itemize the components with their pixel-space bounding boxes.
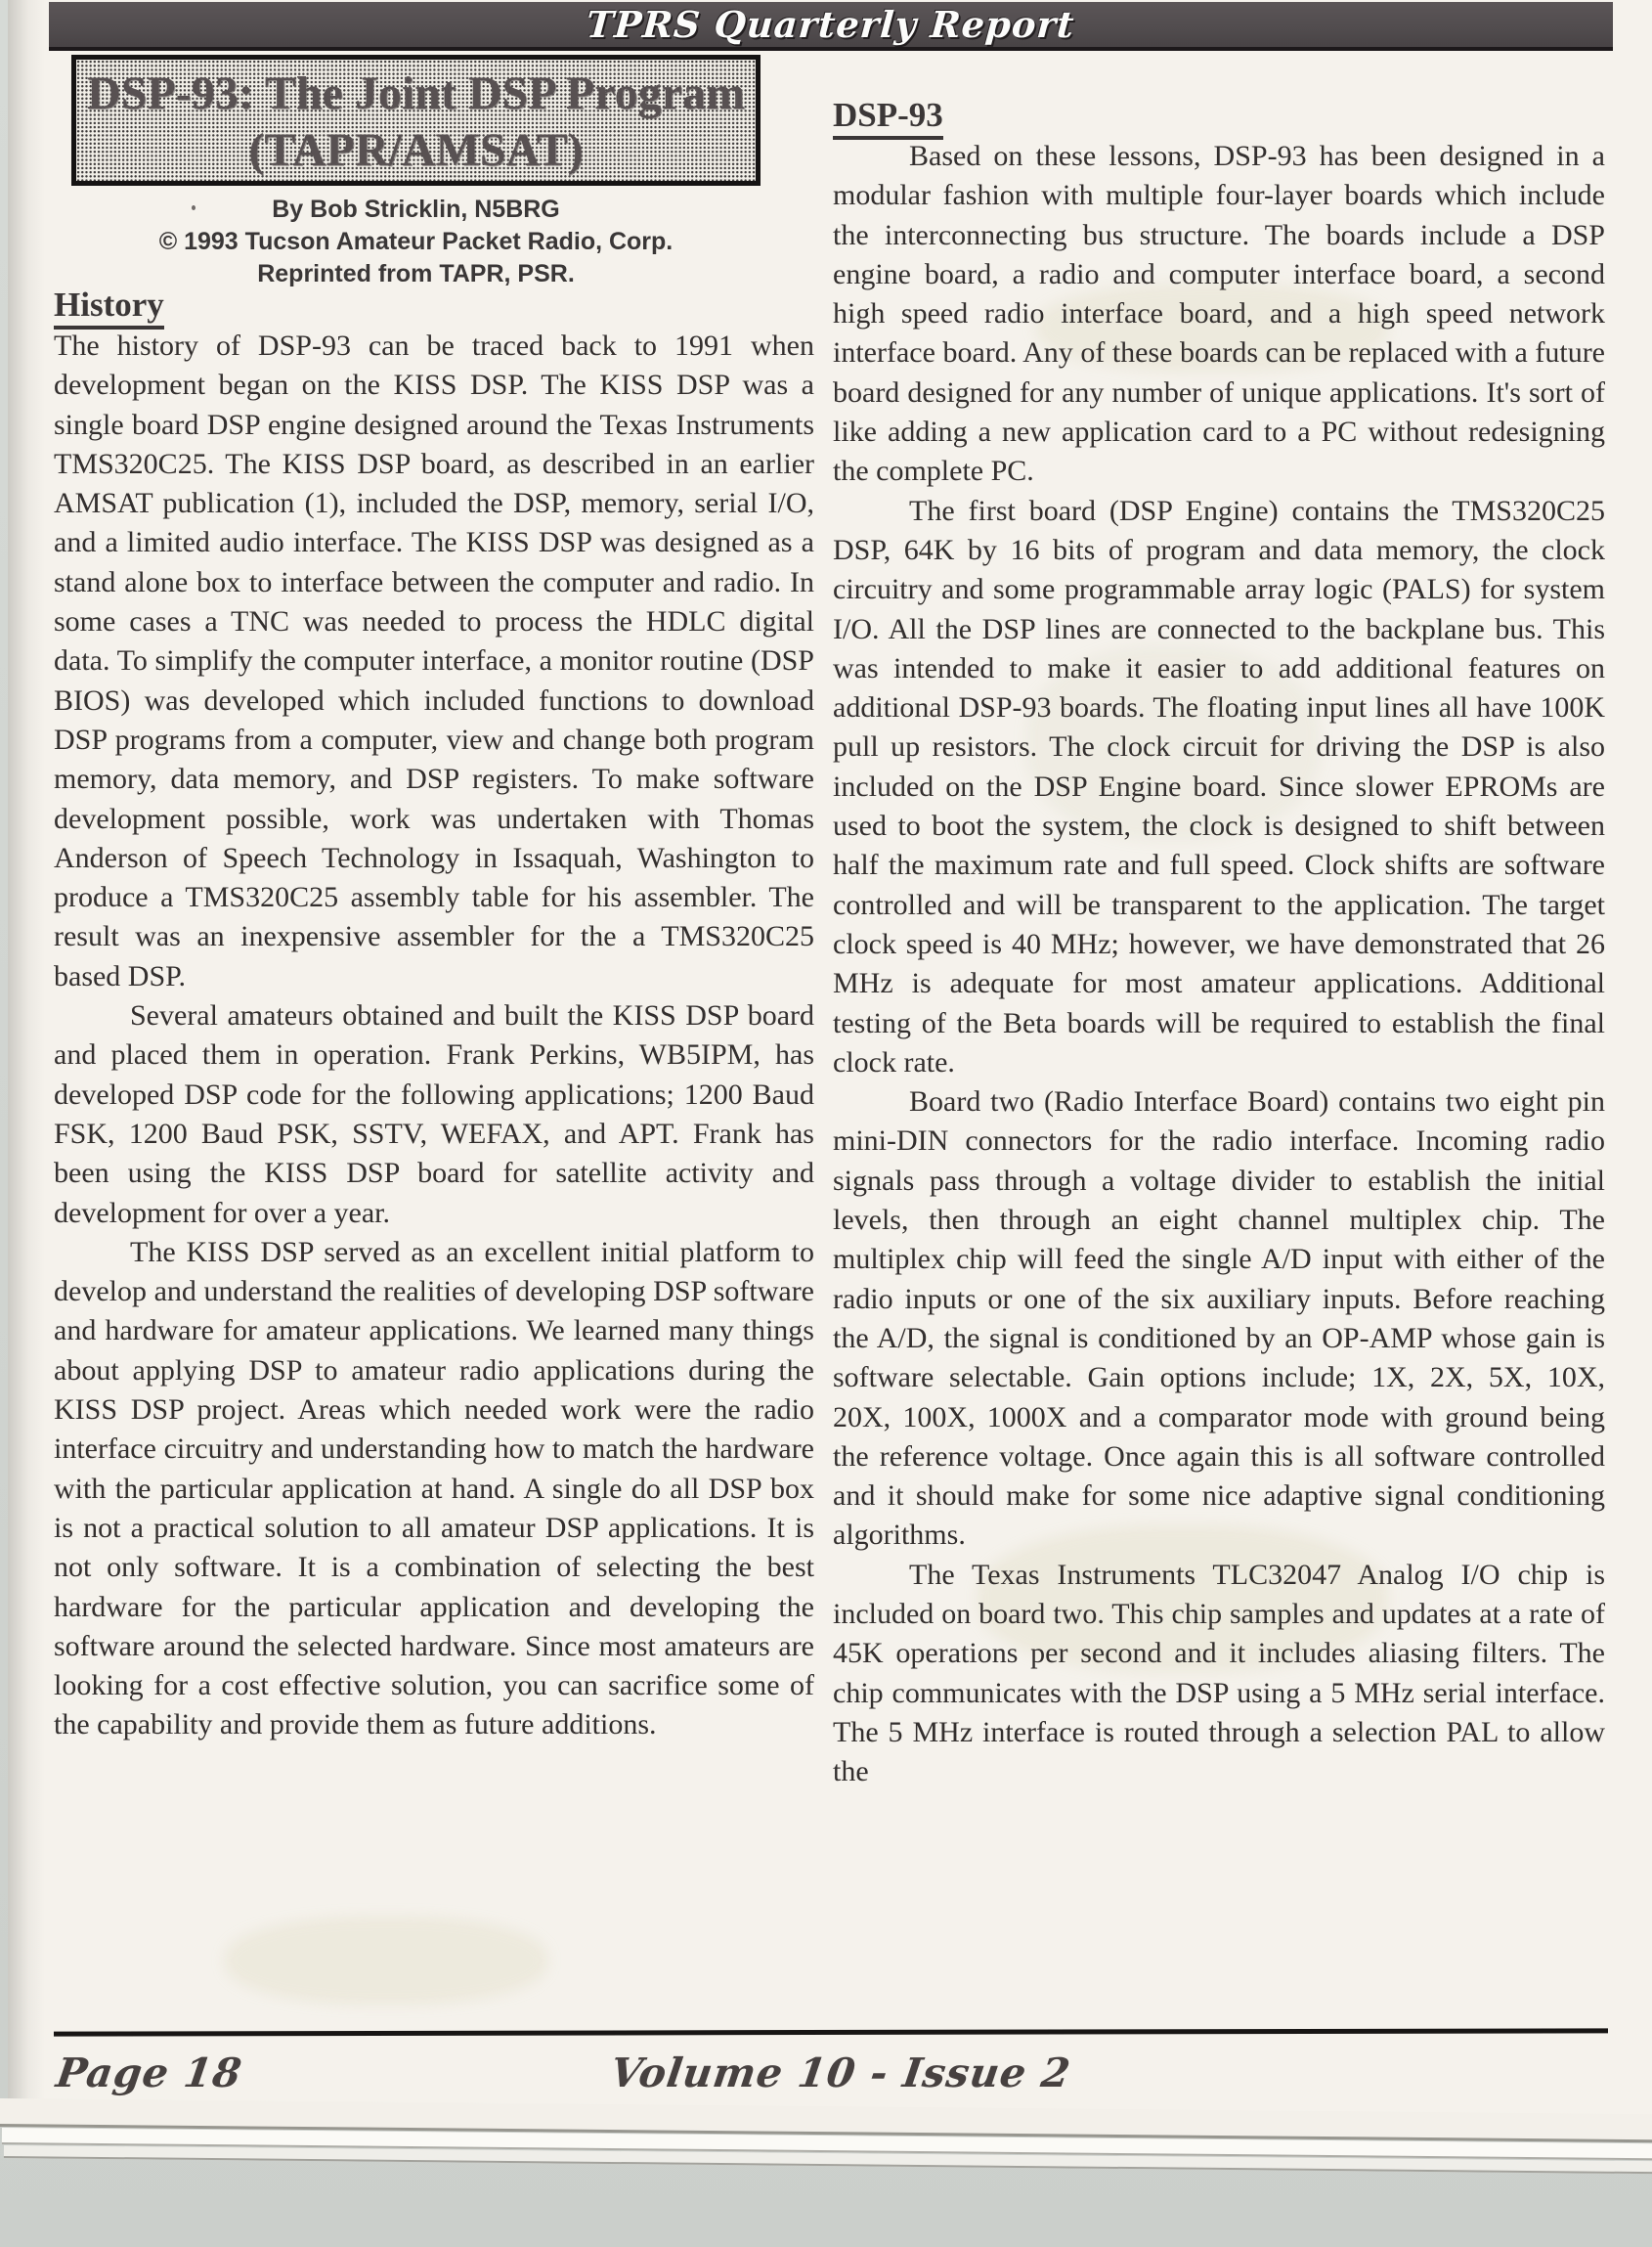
left-text-column: [54, 327, 814, 1745]
newsletter-banner: [49, 2, 1613, 51]
newsletter-title: TPRS Quarterly Report: [585, 3, 1077, 46]
section-heading-history: History: [54, 286, 164, 330]
page-number: Page 18: [53, 2049, 245, 2096]
copyright-line: © 1993 Tucson Amateur Packet Radio, Corp.: [158, 228, 674, 255]
paragraph: The first board (DSP Engine) contains the TMS320C25 DSP, 64K by 16 bits of program and data memory, the clock circuitry and some programmable array logic (PALS) for system I/O. All the DSP lines are connected to the backplane bus. This was intended to make it easier to add additional features on additional DSP-93 boards. The floating input lines all have 100K pull up resistors. The clock circuit for driving the DSP is also included on the DSP Engine board. Since slower EPROMs are used to boot the system, the clock is designed to shift between half the maximum rate and full speed. Clock shifts are software controlled and will be transparent to the application. The target clock speed is 40 MHz; however, we have demonstrated that 26 MHz is adequate for most amateur applications. Additional testing of the Beta boards will be required to establish the final clock rate.: [833, 494, 1605, 1079]
section-heading-dsp93: DSP-93: [833, 96, 943, 140]
article-title-line1: DSP-93: The Joint DSP Program: [87, 67, 745, 119]
article-title-line2: (TAPR/AMSAT): [248, 124, 584, 176]
paragraph: Based on these lessons, DSP-93 has been designed in a modular fashion with multiple four-layer boards which include the interconnecting bus structure. The boards include a DSP engine board, a radio and computer interface board, a second high speed radio interface board, and a high speed network interface board. Any of these boards can be replaced with a future board designed for any number of unique applications. It's sort of like adding a new application card to a PC without redesigning the complete PC.: [833, 140, 1605, 488]
volume-issue-label: Volume 10 - Issue 2: [607, 2049, 1074, 2096]
ink-showthrough-smudge: [225, 1917, 547, 2005]
paragraph: The Texas Instruments TLC32047 Analog I/O chip is included on board two. This chip samples and updates at a rate of 45K operations per second and it includes aliasing filters. The chip communicates with the DSP using a 5 MHz serial interface. The 5 MHz interface is routed through a selection PAL to allow the: [833, 1558, 1605, 1788]
article-byline-block: [71, 194, 761, 290]
right-text-column: [833, 137, 1605, 1791]
paragraph: Board two (Radio Interface Board) contains two eight pin mini-DIN connectors for the radio interface. Incoming radio signals pass through a voltage divider to establish the initial levels, then through an eight channel multiplex chip. The multiplex chip will feed the single A/D input with either of the radio inputs or one of the six auxiliary inputs. Before reaching the A/D, the signal is conditioned by an OP-AMP whose gain is software selectable. Gain options include; 1X, 2X, 5X, 10X, 20X, 100X, 1000X and a comparator mode with ground being the reference voltage. Once again this is all software controlled and it should make for some nice adaptive signal conditioning algorithms.: [833, 1085, 1605, 1552]
paragraph: The history of DSP-93 can be traced back to 1991 when development began on the KISS DSP. The KISS DSP was a single board DSP engine designed around the Texas Instruments TMS320C25. The KISS DSP board, as described in an earlier AMSAT publication (1), included the DSP, memory, serial I/O, and a limited audio interface. The KISS DSP was designed as a stand alone box to interface between the computer and radio. In some cases a TNC was needed to process the HDLC digital data. To simplify the computer interface, a monitor routine (DSP BIOS) was developed which included functions to download DSP programs from a computer, view and change both program memory, data memory, and DSP registers. To make software development possible, work was undertaken with Thomas Anderson of Speech Technology in Issaquah, Washington to produce a TMS320C25 assembly table for his assembler. The result was an inexpensive assembler for the a TMS320C25 based DSP.: [54, 330, 814, 992]
article-title-box: [71, 55, 761, 186]
paragraph: The KISS DSP served as an excellent initial platform to develop and understand the realities of developing DSP software and hardware for amateur applications. We learned many things about applying DSP to amateur radio applications during the KISS DSP project. Areas which needed work were the radio interface circuitry and understanding how to match the hardware with the particular application at hand. A single do all DSP box is not a practical solution to all amateur DSP applications. It is not only software. It is a combination of selecting the best hardware for the particular application and developing the software around the selected hardware. Since most amateurs are looking for a cost effective solution, you can sacrifice some of the capability and provide them as future additions.: [54, 1235, 814, 1741]
paragraph: Several amateurs obtained and built the KISS DSP board and placed them in operation. Frank Perkins, WB5IPM, has developed DSP code for the following applications; 1200 Baud FSK, 1200 Baud PSK, SSTV, WEFAX, and APT. Frank has been using the KISS DSP board for satellite activity and development for over a year.: [54, 999, 814, 1229]
reprint-line: Reprinted from TAPR, PSR.: [257, 260, 575, 287]
page-left-edge-shadow: [8, 0, 45, 2120]
byline: By Bob Stricklin, N5BRG: [272, 196, 560, 223]
scan-speck: [192, 205, 196, 210]
